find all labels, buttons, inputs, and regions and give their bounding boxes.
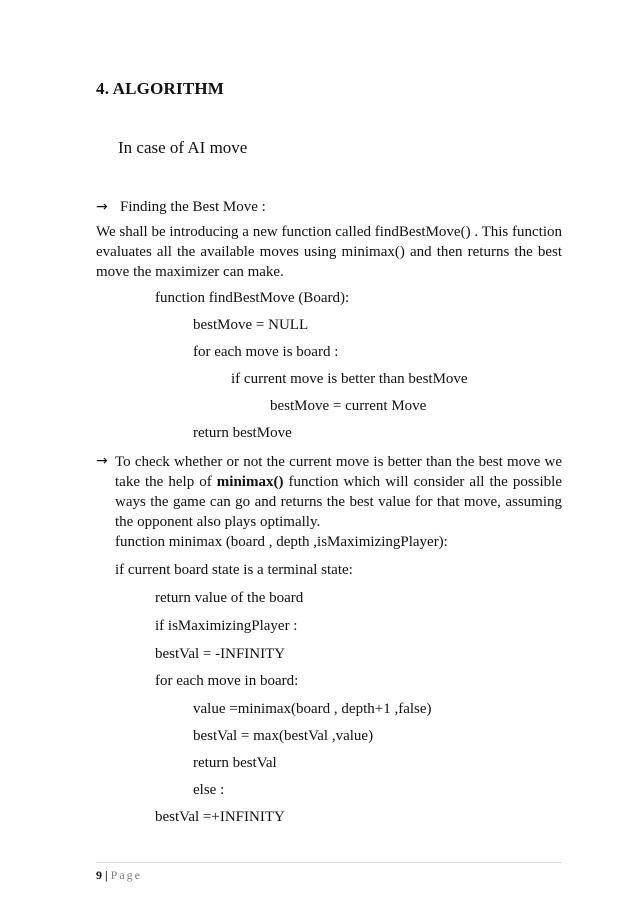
finding-best-move-heading — [96, 198, 266, 216]
code-line: if isMaximizingPlayer : — [155, 618, 298, 634]
page-footer — [96, 868, 142, 883]
code-line: for each move is board : — [193, 344, 339, 360]
finding-best-move-title: Finding the Best Move : — [120, 199, 266, 215]
code-line: return value of the board — [155, 590, 304, 606]
minimax-text-before: To check whether or not the current move is better than the best move we take the help of — [115, 454, 562, 490]
code-line: return bestVal — [193, 755, 277, 771]
code-line: function minimax (board , depth ,isMaximizingPlayer): — [115, 534, 448, 550]
code-line: bestMove = current Move — [270, 398, 427, 414]
footer-separator: | — [105, 868, 108, 882]
code-line: bestVal =+INFINITY — [155, 809, 285, 825]
code-line: function findBestMove (Board): — [155, 290, 350, 306]
subheading: In case of AI move — [118, 138, 248, 157]
right-arrow-icon: → — [96, 453, 108, 469]
minimax-function-name: minimax() — [216, 474, 284, 490]
code-line: if current move is better than bestMove — [231, 371, 468, 387]
code-line: else : — [193, 782, 225, 798]
code-line: bestVal = -INFINITY — [155, 646, 286, 662]
code-line: bestVal = max(bestVal ,value) — [193, 728, 374, 744]
code-line: for each move in board: — [155, 673, 299, 689]
page-number: 9 — [96, 868, 102, 882]
minimax-paragraph — [115, 452, 562, 532]
code-line: if current board state is a terminal state: — [115, 562, 353, 578]
footer-divider — [96, 862, 562, 863]
section-heading: 4. ALGORITHM — [96, 79, 225, 98]
page-label: Page — [110, 868, 142, 882]
find-best-move-paragraph: We shall be introducing a new function called findBestMove() . This function evaluates all the available moves using minimax() and then returns the best move the maximizer can make. — [96, 224, 562, 280]
code-line: return bestMove — [193, 425, 292, 441]
code-line: bestMove = NULL — [193, 317, 309, 333]
right-arrow-icon: → — [96, 199, 108, 215]
code-line: value =minimax(board , depth+1 ,false) — [193, 701, 432, 717]
minimax-text-after: function which will consider all the possible ways the game can go and returns the best value for that move, assuming the opponent also plays optimally. — [115, 474, 562, 530]
